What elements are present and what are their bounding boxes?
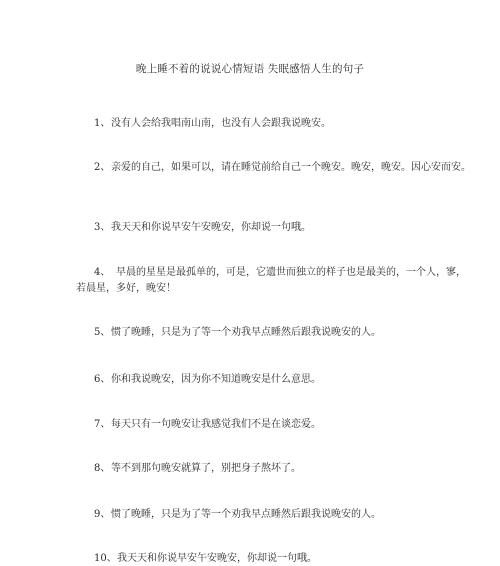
- item-number: 7、: [94, 419, 111, 430]
- item-number: 6、: [94, 374, 111, 385]
- item-text: 没有人会给我唱南山南，也没有人会跟我说晚安。: [111, 118, 331, 129]
- item-number: 5、: [94, 327, 111, 338]
- item-number: 10、: [94, 553, 117, 564]
- item-text: 等不到那句晚安就算了，别把身子熬坏了。: [111, 463, 301, 474]
- item-text: 我天天和你说早安午安晚安，你却说一句哦。: [117, 553, 317, 564]
- item-number: 2、: [94, 162, 111, 173]
- item-text-continued: 若晨星，多好，晚安！: [76, 283, 176, 294]
- item-text: 惯了晚睡，只是为了等一个劝我早点睡然后跟我说晚安的人。: [111, 509, 381, 520]
- item-text: 我天天和你说早安午安晚安，你却说一句哦。: [111, 222, 311, 233]
- item-number: 9、: [94, 509, 111, 520]
- item-text: 惯了晚睡，只是为了等一个劝我早点睡然后跟我说晚安的人。: [111, 327, 381, 338]
- item-number: 4、: [94, 267, 111, 278]
- document-title: 晚上睡不着的说说心情短语 失眠感悟人生的句子: [135, 63, 365, 75]
- item-number: 3、: [94, 222, 111, 233]
- item-text: 每天只有一句晚安让我感觉我们不是在谈恋爱。: [111, 419, 321, 430]
- item-text: 早晨的星星是最孤单的，可是，它遗世而独立的样子也是最美的，一个人，寥，: [116, 267, 466, 278]
- item-number: 1、: [94, 118, 111, 129]
- item-text: 亲爱的自己，如果可以，请在睡觉前给自己一个晚安。晚安，晚安。因心安而安。: [111, 162, 471, 173]
- item-number: 8、: [94, 463, 111, 474]
- item-text: 你和我说晚安，因为你不知道晚安是什么意思。: [111, 374, 321, 385]
